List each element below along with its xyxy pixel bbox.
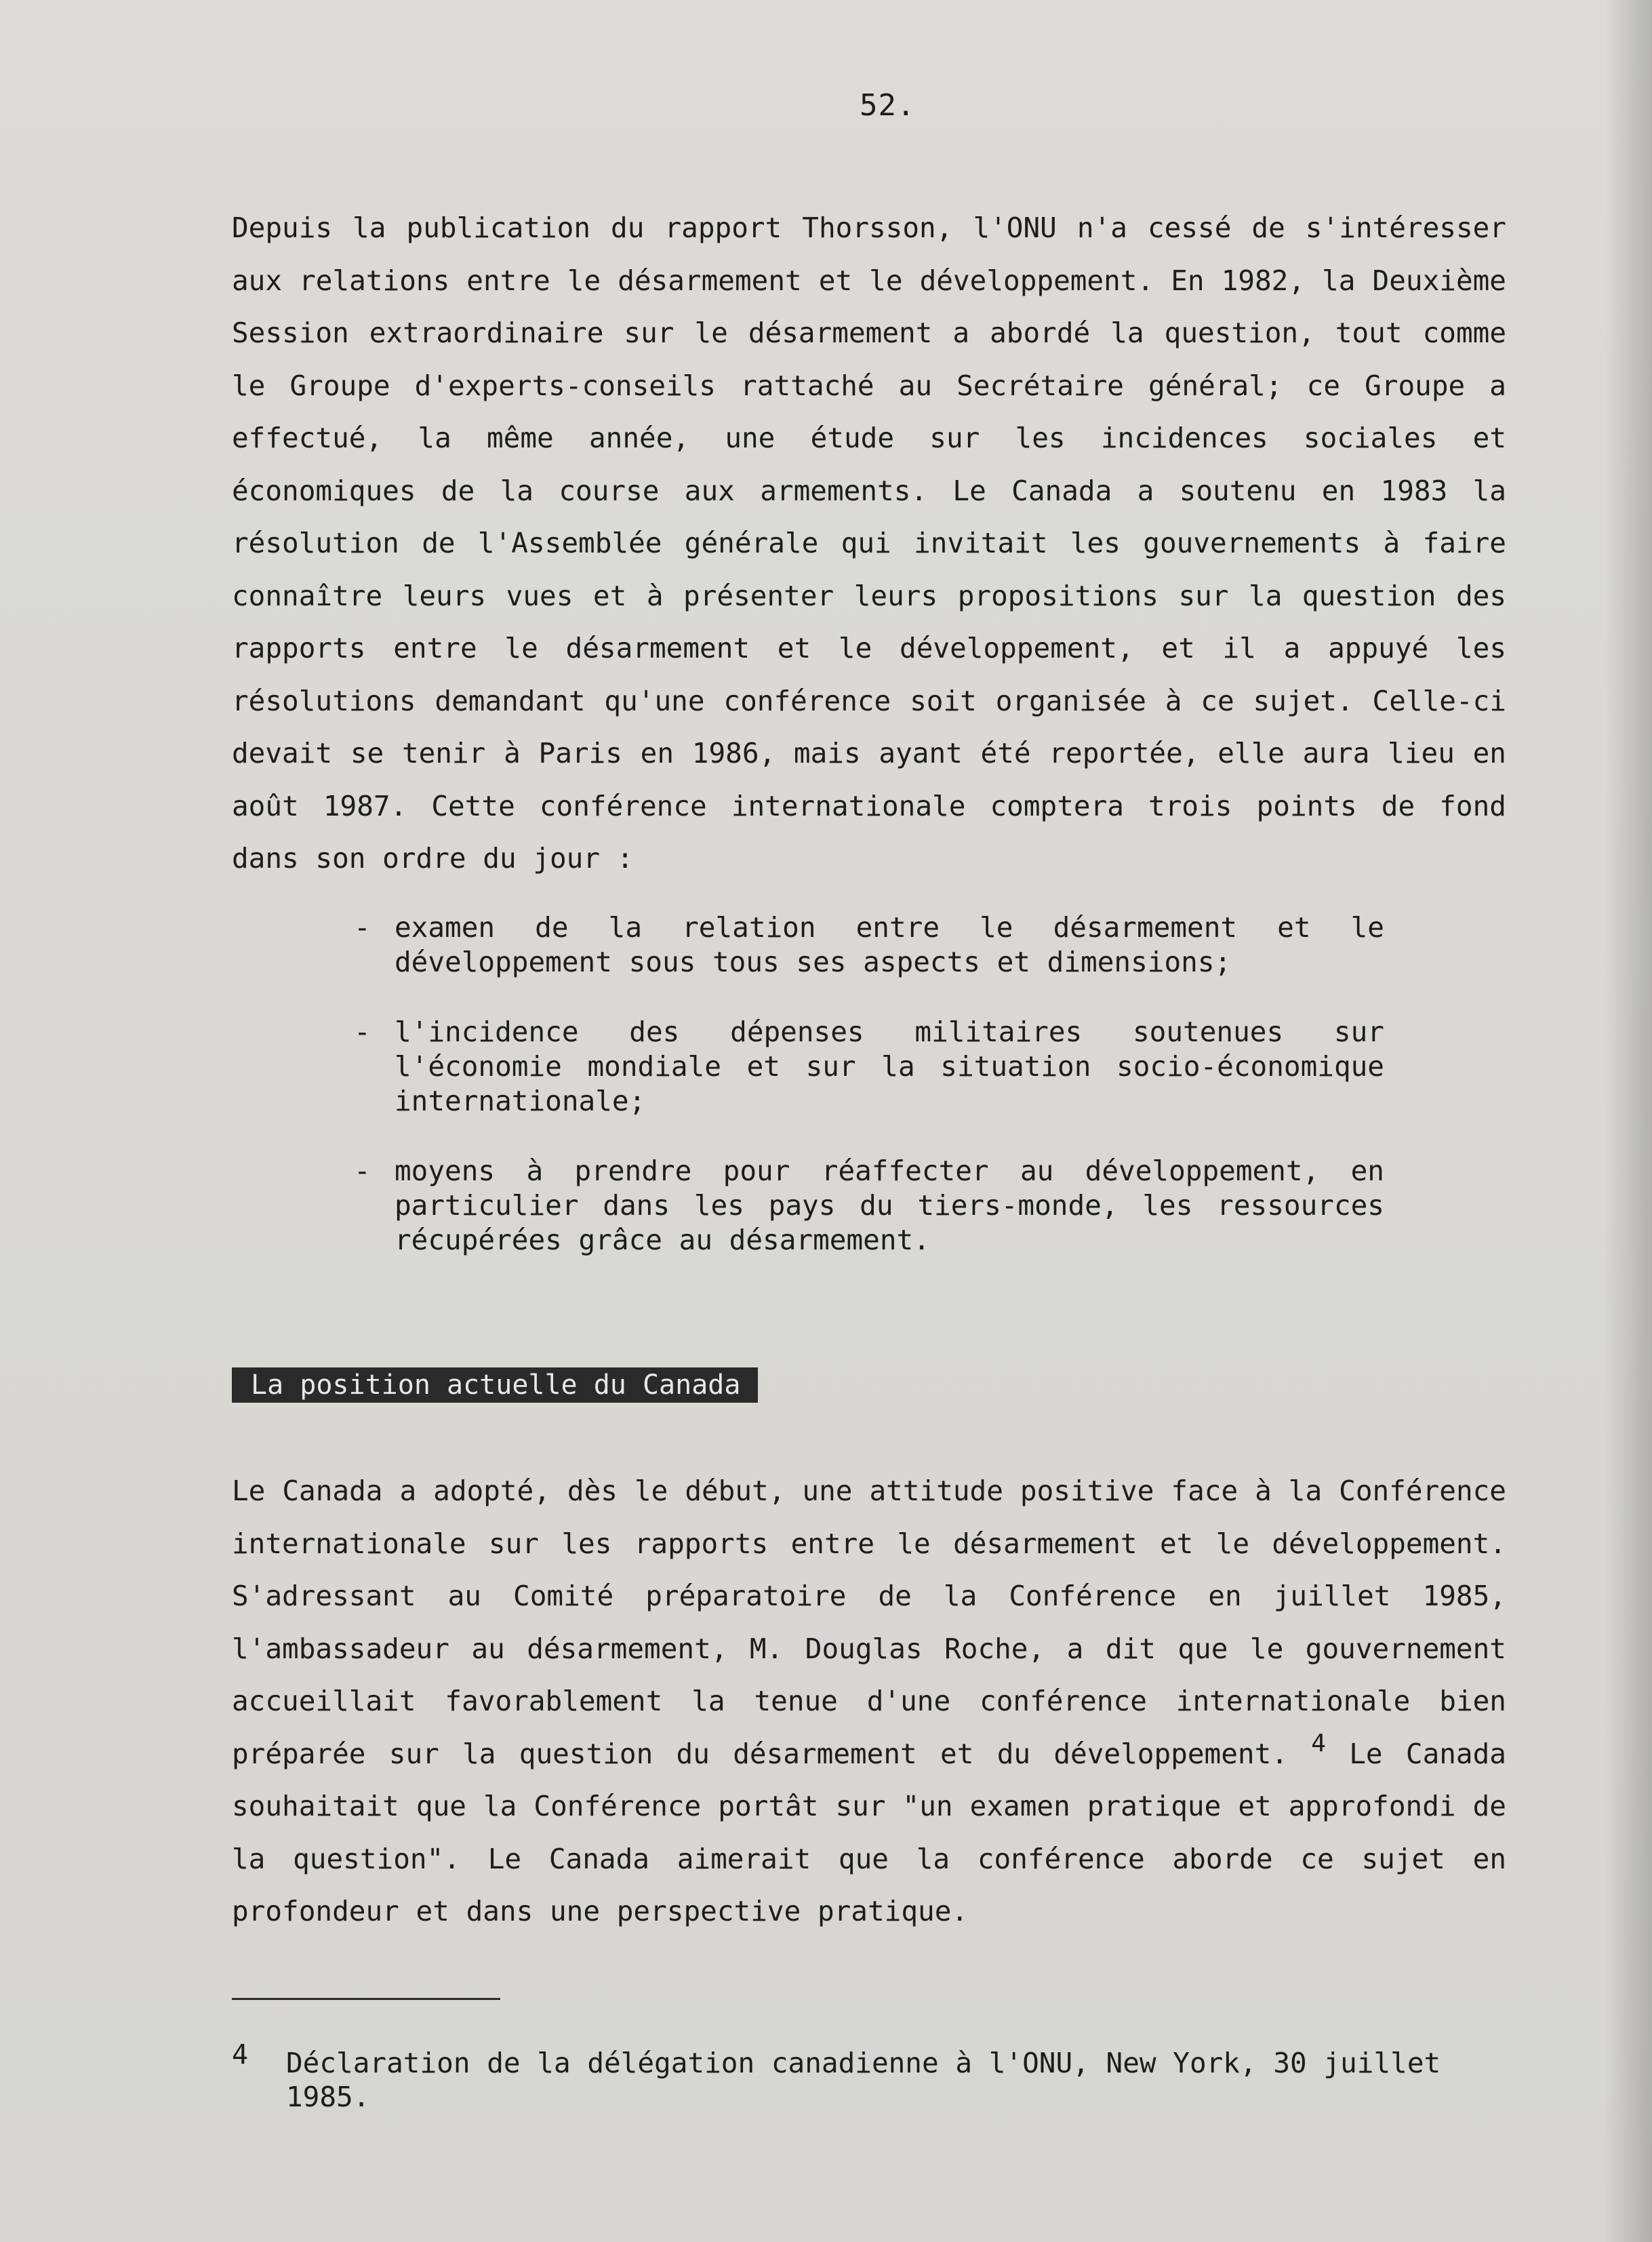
- page-number: 52.: [860, 88, 916, 123]
- page-edge-shadow: [1605, 0, 1652, 2242]
- footnote-text: Déclaration de la délégation canadienne à l'ONU, New York, 30 juillet 1985.: [286, 2047, 1441, 2113]
- list-item-text: l'incidence des dépenses militaires soutenues sur l'économie mondiale et sur la situation socio-économique internationale;: [395, 1016, 1384, 1117]
- footnote-divider: [232, 1998, 500, 2000]
- agenda-list: [354, 910, 1384, 1293]
- list-item-text: moyens à prendre pour réaffecter au développement, en particulier dans les pays du tiers-monde, les ressources récupérées grâce au désarmement.: [395, 1155, 1384, 1256]
- list-dash: -: [354, 1016, 371, 1048]
- list-dash: -: [354, 911, 371, 944]
- section-heading: La position actuelle du Canada: [232, 1367, 758, 1403]
- footnote-number: 4: [232, 2039, 249, 2070]
- paragraph-1: Depuis la publication du rapport Thorsson, l'ONU n'a cessé de s'intéresser aux relations entre le désarmement et le développement. En 1982, la Deuxième Session extraordinaire sur le désarmement a abordé la question, tout comme le Groupe d'experts-conseils rattaché au Secrétaire général; ce Groupe a effectué, la même année, une étude sur les incidences sociales et économiques de la course aux armements. Le Canada a soutenu en 1983 la résolution de l'Assemblée générale qui invitait les gouvernements à faire connaître leurs vues et à présenter leurs propositions sur la question des rapports entre le désarmement et le développement, et il a appuyé les résolutions demandant qu'une conférence soit organisée à ce sujet. Celle-ci devait se tenir à Paris en 1986, mais ayant été reportée, elle aura lieu en août 1987. Cette conférence internationale comptera trois points de fond dans son ordre du jour :: [232, 212, 1506, 875]
- paragraph-2: [232, 1465, 1506, 1938]
- paragraph-2-part-1: Le Canada a adopté, dès le début, une attitude positive face à la Conférence internationale sur les rapports entre le désarmement et le développement. S'adressant au Comité préparatoire de la Conférence en juillet 1985, l'ambassadeur au désarmement, M. Douglas Roche, a dit que le gouvernement accueillait favorablement la tenue d'une conférence internationale bien préparée sur la question du désarmement et du développement.: [232, 1475, 1506, 1770]
- list-item: [354, 1015, 1384, 1119]
- paragraph-2-part-2: Le Canada souhaitait que la Conférence portât sur "un examen pratique et approfondi de la question". Le Canada aimerait que la conférence aborde ce sujet en profondeur et dans une perspective pratique.: [232, 1737, 1506, 1927]
- footnote-reference: 4: [1311, 1729, 1326, 1757]
- list-item-text: examen de la relation entre le désarmement et le développement sous tous ses aspects et dimensions;: [395, 911, 1384, 978]
- list-item: [354, 1154, 1384, 1258]
- list-dash: -: [354, 1155, 371, 1187]
- list-item: [354, 910, 1384, 980]
